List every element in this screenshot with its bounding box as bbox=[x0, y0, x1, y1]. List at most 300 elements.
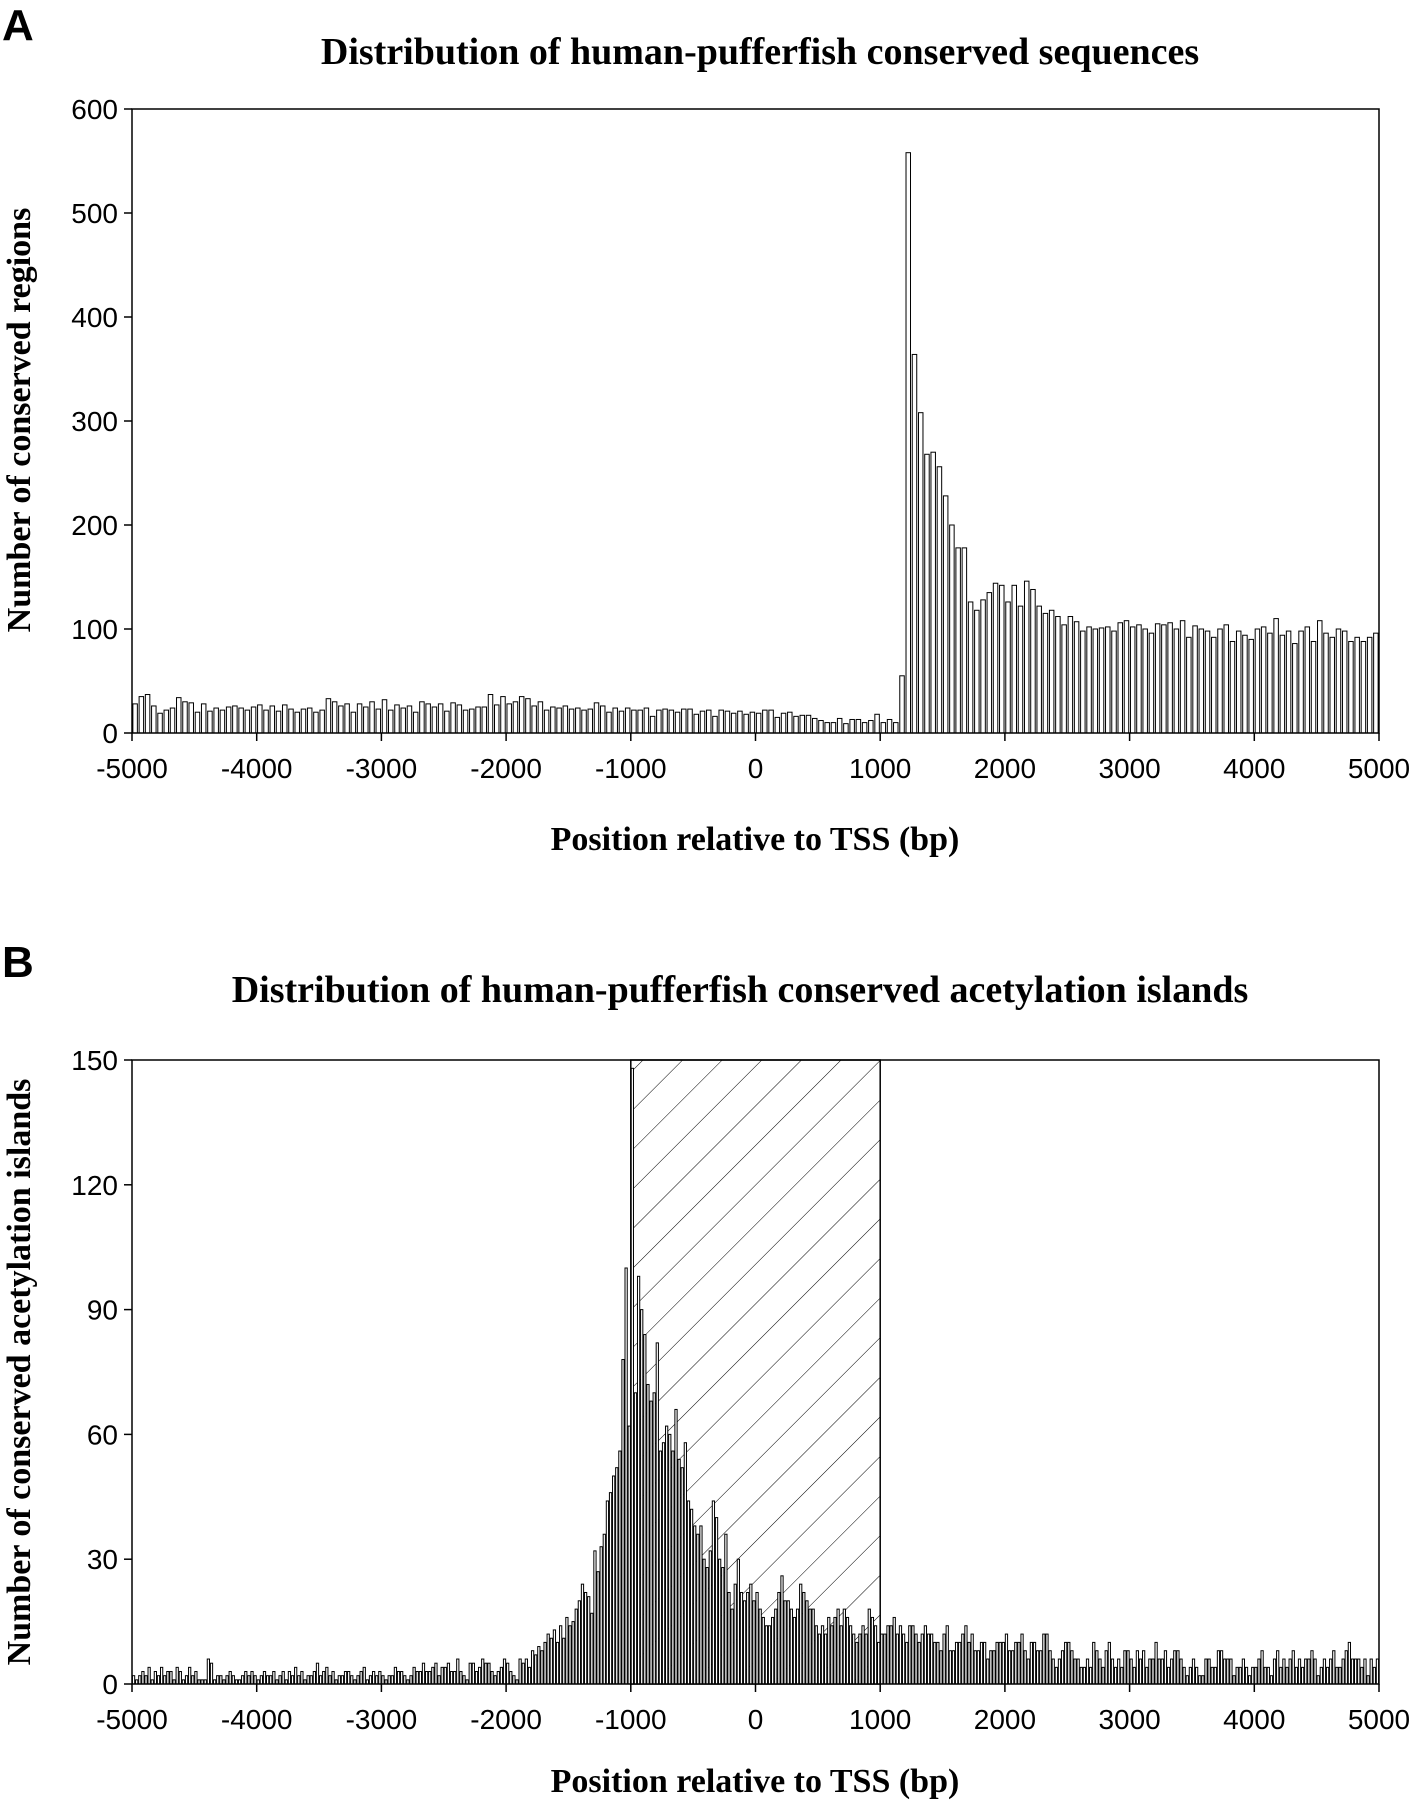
bar bbox=[528, 1667, 530, 1684]
bar bbox=[1071, 1651, 1073, 1684]
bar bbox=[1027, 1659, 1029, 1684]
bar bbox=[148, 1667, 150, 1684]
bar bbox=[1162, 625, 1166, 733]
bar bbox=[812, 1609, 814, 1684]
bar bbox=[793, 1617, 795, 1684]
bar bbox=[376, 709, 380, 733]
bar bbox=[868, 1609, 870, 1684]
bar bbox=[1214, 1667, 1216, 1684]
bar bbox=[1311, 641, 1315, 733]
bar bbox=[1149, 1659, 1151, 1684]
bar bbox=[1167, 1667, 1169, 1684]
bar bbox=[1361, 1667, 1363, 1684]
bar bbox=[1283, 1659, 1285, 1684]
bar bbox=[656, 1343, 658, 1684]
bar bbox=[1286, 631, 1290, 733]
bar bbox=[132, 1676, 134, 1684]
bar bbox=[1217, 1651, 1219, 1684]
bar bbox=[921, 1634, 923, 1684]
bar bbox=[1086, 1659, 1088, 1684]
bar bbox=[551, 707, 555, 733]
bar bbox=[1230, 641, 1234, 733]
bar bbox=[189, 1667, 191, 1684]
bar bbox=[372, 1672, 374, 1684]
bar bbox=[1186, 1676, 1188, 1684]
bar bbox=[955, 1642, 957, 1684]
bar bbox=[1015, 1642, 1017, 1684]
bar bbox=[588, 1597, 590, 1684]
bar bbox=[1208, 1659, 1210, 1684]
bar bbox=[1143, 629, 1147, 733]
bar bbox=[167, 1672, 169, 1684]
bar bbox=[603, 1534, 605, 1684]
bar bbox=[968, 602, 972, 733]
bar bbox=[722, 1568, 724, 1684]
bar bbox=[878, 1642, 880, 1684]
bar bbox=[189, 703, 193, 733]
bar bbox=[482, 707, 486, 733]
bar bbox=[566, 1617, 568, 1684]
bar bbox=[1342, 631, 1346, 733]
chart-a-y-label: Number of conserved regions bbox=[1, 207, 38, 633]
bar bbox=[715, 1518, 717, 1684]
bar bbox=[613, 1476, 615, 1684]
bar bbox=[1280, 635, 1284, 733]
bar bbox=[881, 723, 885, 733]
bar bbox=[1040, 1651, 1042, 1684]
bar bbox=[906, 153, 910, 733]
bar bbox=[1270, 1676, 1272, 1684]
bar bbox=[909, 1626, 911, 1684]
bar bbox=[666, 1426, 668, 1684]
bar bbox=[1106, 627, 1110, 733]
bar bbox=[1018, 606, 1022, 733]
bar bbox=[1080, 1667, 1082, 1684]
bar bbox=[1058, 1659, 1060, 1684]
bar bbox=[500, 1667, 502, 1684]
bar bbox=[183, 702, 187, 733]
x-tick-label: -5000 bbox=[96, 1704, 168, 1735]
bar bbox=[844, 724, 848, 733]
bar bbox=[849, 1626, 851, 1684]
bar bbox=[1199, 1676, 1201, 1684]
bar bbox=[1124, 1651, 1126, 1684]
bar bbox=[818, 1634, 820, 1684]
bar bbox=[1118, 623, 1122, 733]
bar bbox=[457, 705, 461, 733]
bar bbox=[800, 715, 804, 733]
bar bbox=[1224, 625, 1228, 733]
bar bbox=[1273, 1659, 1275, 1684]
bar bbox=[794, 716, 798, 733]
bar bbox=[806, 1601, 808, 1684]
bar bbox=[937, 467, 941, 733]
chart-b-x-axis bbox=[96, 1684, 1410, 1735]
bar bbox=[160, 1667, 162, 1684]
bar bbox=[1127, 1651, 1129, 1684]
bar bbox=[1261, 1651, 1263, 1684]
bar bbox=[887, 719, 891, 733]
bar bbox=[394, 1667, 396, 1684]
bar bbox=[389, 710, 393, 733]
x-tick-label: 3000 bbox=[1098, 1704, 1161, 1735]
chart-a-title: Distribution of human-pufferfish conserved sequences bbox=[320, 31, 1200, 73]
bar bbox=[619, 711, 623, 733]
bar bbox=[1074, 622, 1078, 733]
bar bbox=[725, 1534, 727, 1684]
bar bbox=[1361, 641, 1365, 733]
bar bbox=[1330, 1659, 1332, 1684]
bar bbox=[584, 1592, 586, 1684]
chart-b-x-label: Position relative to TSS (bp) bbox=[550, 1763, 960, 1800]
bar bbox=[382, 1676, 384, 1684]
bar bbox=[139, 1676, 141, 1684]
bar bbox=[1236, 631, 1240, 733]
bar bbox=[977, 1651, 979, 1684]
bar bbox=[248, 1676, 250, 1684]
bar bbox=[865, 1634, 867, 1684]
bar bbox=[563, 706, 567, 733]
bar bbox=[768, 1626, 770, 1684]
bar bbox=[634, 1393, 636, 1684]
bar bbox=[925, 454, 929, 733]
bar bbox=[600, 1547, 602, 1684]
bar bbox=[220, 1676, 222, 1684]
bar bbox=[1355, 637, 1359, 733]
bar bbox=[737, 1559, 739, 1684]
bar bbox=[962, 1634, 964, 1684]
bar bbox=[535, 1655, 537, 1684]
bar bbox=[731, 1609, 733, 1684]
bar bbox=[320, 710, 324, 733]
bar bbox=[158, 713, 162, 733]
bar bbox=[694, 1526, 696, 1684]
bar bbox=[395, 705, 399, 733]
bar bbox=[541, 1651, 543, 1684]
bar bbox=[591, 1613, 593, 1684]
bar bbox=[672, 1451, 674, 1684]
bar bbox=[226, 1676, 228, 1684]
bar bbox=[495, 705, 499, 733]
bar bbox=[563, 1638, 565, 1684]
bar bbox=[713, 716, 717, 733]
bar bbox=[1055, 1667, 1057, 1684]
bar bbox=[690, 1509, 692, 1684]
bar bbox=[1317, 1676, 1319, 1684]
bar bbox=[657, 710, 661, 733]
bar bbox=[313, 1672, 315, 1684]
bar bbox=[597, 1572, 599, 1684]
bar bbox=[497, 1672, 499, 1684]
bar bbox=[659, 1451, 661, 1684]
y-tick-label: 60 bbox=[86, 1419, 118, 1451]
bar bbox=[319, 1676, 321, 1684]
bar bbox=[407, 706, 411, 733]
bar bbox=[185, 1676, 187, 1684]
bar bbox=[1324, 633, 1328, 733]
bar bbox=[332, 1672, 334, 1684]
chart-b-title: Distribution of human-pufferfish conserved acetylation islands bbox=[231, 969, 1249, 1011]
bar bbox=[388, 1676, 390, 1684]
bar bbox=[1255, 1667, 1257, 1684]
bar bbox=[675, 1409, 677, 1684]
bar bbox=[233, 706, 237, 733]
bar bbox=[918, 413, 922, 733]
bar bbox=[1077, 1659, 1079, 1684]
bar bbox=[644, 708, 648, 733]
bar bbox=[669, 710, 673, 733]
bar bbox=[1376, 1659, 1378, 1684]
bar bbox=[856, 719, 860, 733]
bar bbox=[422, 1663, 424, 1684]
bar bbox=[1158, 1659, 1160, 1684]
bar bbox=[993, 1651, 995, 1684]
bar bbox=[254, 1676, 256, 1684]
bar bbox=[245, 710, 249, 733]
bar bbox=[1061, 1651, 1063, 1684]
bar bbox=[217, 1676, 219, 1684]
bar bbox=[1081, 631, 1085, 733]
bar bbox=[298, 1676, 300, 1684]
bar bbox=[522, 1663, 524, 1684]
bar bbox=[314, 712, 318, 733]
bar bbox=[899, 1626, 901, 1684]
bar bbox=[369, 1676, 371, 1684]
bar bbox=[445, 711, 449, 733]
bar bbox=[1133, 1667, 1135, 1684]
bar bbox=[1336, 1667, 1338, 1684]
bar bbox=[949, 1651, 951, 1684]
bar bbox=[706, 1568, 708, 1684]
bar bbox=[1024, 581, 1028, 733]
bar bbox=[532, 706, 536, 733]
bar bbox=[447, 1663, 449, 1684]
bar bbox=[531, 1651, 533, 1684]
bar bbox=[1351, 1659, 1353, 1684]
bar bbox=[510, 1672, 512, 1684]
bar bbox=[1139, 1659, 1141, 1684]
bar bbox=[301, 709, 305, 733]
bar bbox=[1180, 1659, 1182, 1684]
bar bbox=[560, 1626, 562, 1684]
x-tick-label: 3000 bbox=[1098, 753, 1161, 784]
bar bbox=[812, 718, 816, 733]
bar bbox=[1318, 621, 1322, 733]
x-tick-label: -4000 bbox=[220, 753, 293, 784]
bar bbox=[1187, 637, 1191, 733]
bar bbox=[641, 1310, 643, 1684]
bar bbox=[379, 1672, 381, 1684]
bar bbox=[351, 1676, 353, 1684]
bar bbox=[918, 1642, 920, 1684]
chart-a-x-label: Position relative to TSS (bp) bbox=[550, 821, 960, 858]
y-tick-label: 120 bbox=[71, 1169, 118, 1201]
y-tick-label: 500 bbox=[71, 198, 118, 229]
bar bbox=[485, 1663, 487, 1684]
bar bbox=[425, 1672, 427, 1684]
bar bbox=[1171, 1659, 1173, 1684]
bar bbox=[323, 1672, 325, 1684]
bar bbox=[900, 676, 904, 733]
bar bbox=[1087, 627, 1091, 733]
bar bbox=[1292, 1651, 1294, 1684]
bar bbox=[719, 1559, 721, 1684]
bar bbox=[987, 1659, 989, 1684]
bar bbox=[1056, 617, 1060, 733]
bar bbox=[1205, 1659, 1207, 1684]
bar bbox=[582, 710, 586, 733]
bar bbox=[1277, 1651, 1279, 1684]
bar bbox=[837, 718, 841, 733]
bar bbox=[1037, 1651, 1039, 1684]
bar bbox=[781, 713, 785, 733]
bar bbox=[239, 708, 243, 733]
bar bbox=[1005, 1634, 1007, 1684]
bar bbox=[625, 1268, 627, 1684]
panel-a bbox=[1, 1, 1410, 858]
bar bbox=[1364, 1659, 1366, 1684]
bar bbox=[1274, 619, 1278, 733]
bar bbox=[1243, 635, 1247, 733]
bar bbox=[609, 1493, 611, 1684]
bar bbox=[1130, 1659, 1132, 1684]
bar bbox=[790, 1609, 792, 1684]
bar bbox=[756, 1592, 758, 1684]
bar bbox=[569, 1626, 571, 1684]
panel-b bbox=[1, 938, 1410, 1800]
bar bbox=[291, 1676, 293, 1684]
bar bbox=[232, 1676, 234, 1684]
bar bbox=[688, 709, 692, 733]
x-tick-label: 2000 bbox=[973, 753, 1037, 784]
bar bbox=[871, 1617, 873, 1684]
bar bbox=[915, 1634, 917, 1684]
bar bbox=[1090, 1667, 1092, 1684]
chart-a-y-axis bbox=[71, 94, 132, 749]
bar bbox=[1367, 637, 1371, 733]
bar bbox=[1367, 1676, 1369, 1684]
bar bbox=[460, 1672, 462, 1684]
bar bbox=[1164, 1651, 1166, 1684]
bar bbox=[364, 707, 368, 733]
bar bbox=[1295, 1667, 1297, 1684]
bar bbox=[1252, 1667, 1254, 1684]
bar bbox=[341, 1676, 343, 1684]
bar bbox=[1143, 1651, 1145, 1684]
bar bbox=[1255, 629, 1259, 733]
bar bbox=[401, 708, 405, 733]
bar bbox=[874, 1626, 876, 1684]
bar bbox=[301, 1672, 303, 1684]
bar bbox=[397, 1672, 399, 1684]
bar bbox=[295, 712, 299, 733]
y-tick-label: 200 bbox=[71, 510, 118, 541]
bar bbox=[778, 1592, 780, 1684]
bar bbox=[687, 1501, 689, 1684]
chart-a-x-axis bbox=[96, 733, 1410, 784]
bar bbox=[432, 1667, 434, 1684]
bar bbox=[684, 1443, 686, 1684]
bar bbox=[1155, 624, 1159, 733]
bar bbox=[283, 705, 287, 733]
bar bbox=[631, 1068, 633, 1684]
bar bbox=[647, 1384, 649, 1684]
bar bbox=[856, 1642, 858, 1684]
x-tick-label: 4000 bbox=[1223, 1704, 1286, 1735]
bar bbox=[1339, 1667, 1341, 1684]
bar bbox=[576, 708, 580, 733]
bar bbox=[229, 1672, 231, 1684]
bar bbox=[214, 708, 218, 733]
bar bbox=[619, 1451, 621, 1684]
x-tick-label: -3000 bbox=[345, 753, 418, 784]
bar bbox=[968, 1642, 970, 1684]
bar bbox=[1146, 1667, 1148, 1684]
bar bbox=[669, 1434, 671, 1684]
bar bbox=[1330, 637, 1334, 733]
bar bbox=[1239, 1667, 1241, 1684]
bar bbox=[435, 1663, 437, 1684]
bar bbox=[1152, 1659, 1154, 1684]
bar bbox=[1305, 1659, 1307, 1684]
bar bbox=[208, 711, 212, 733]
bar bbox=[971, 1634, 973, 1684]
bar bbox=[1096, 1651, 1098, 1684]
bar bbox=[912, 1626, 914, 1684]
bar bbox=[1342, 1659, 1344, 1684]
bar bbox=[784, 1601, 786, 1684]
bar bbox=[653, 1393, 655, 1684]
bar bbox=[1268, 633, 1272, 733]
bar bbox=[1345, 1651, 1347, 1684]
bar bbox=[588, 709, 592, 733]
x-tick-label: -1000 bbox=[594, 753, 667, 784]
bar bbox=[1230, 1659, 1232, 1684]
bar bbox=[1192, 1659, 1194, 1684]
bar bbox=[1083, 1667, 1085, 1684]
bar bbox=[401, 1672, 403, 1684]
bar bbox=[152, 706, 156, 733]
bar bbox=[1227, 1659, 1229, 1684]
bar bbox=[927, 1634, 929, 1684]
bar bbox=[192, 1676, 194, 1684]
bar bbox=[996, 1642, 998, 1684]
bar bbox=[750, 1584, 752, 1684]
bar bbox=[279, 1676, 281, 1684]
bar bbox=[906, 1642, 908, 1684]
bar bbox=[316, 1663, 318, 1684]
bar bbox=[270, 706, 274, 733]
bar bbox=[454, 1672, 456, 1684]
bar bbox=[1323, 1659, 1325, 1684]
bar bbox=[1196, 1667, 1198, 1684]
bar bbox=[288, 1672, 290, 1684]
bar bbox=[376, 1676, 378, 1684]
bar bbox=[1358, 1659, 1360, 1684]
bar bbox=[1183, 1667, 1185, 1684]
bar bbox=[1199, 629, 1203, 733]
bar bbox=[164, 1676, 166, 1684]
bar bbox=[1374, 633, 1378, 733]
bar bbox=[245, 1672, 247, 1684]
bar bbox=[1174, 1651, 1176, 1684]
bar bbox=[697, 1534, 699, 1684]
bar bbox=[1258, 1659, 1260, 1684]
bar bbox=[525, 1659, 527, 1684]
bar bbox=[1249, 1676, 1251, 1684]
bar bbox=[862, 723, 866, 733]
bar bbox=[775, 1609, 777, 1684]
